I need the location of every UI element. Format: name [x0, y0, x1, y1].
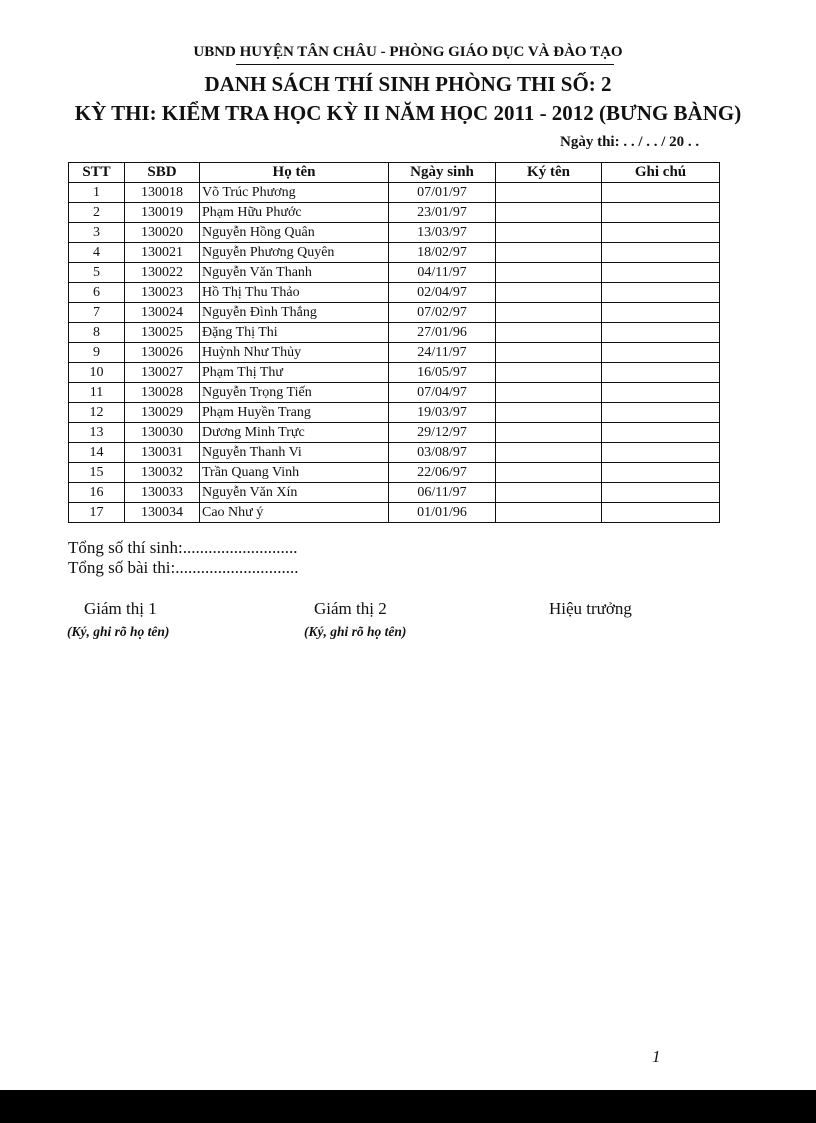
proctor-2-title: Giám thị 2 [314, 599, 387, 618]
cell-birthdate: 22/06/97 [389, 463, 496, 483]
exam-subtitle: KỲ THI: KIỂM TRA HỌC KỲ II NĂM HỌC 2011 - 2012 (BƯNG BÀNG) [74, 101, 742, 125]
cell-stt: 9 [69, 343, 125, 363]
cell-sbd: 130029 [125, 403, 200, 423]
cell-sbd: 130034 [125, 503, 200, 523]
table-header-row [69, 163, 720, 183]
cell-signature [496, 363, 602, 383]
cell-signature [496, 483, 602, 503]
cell-name: Hồ Thị Thu Thảo [200, 283, 389, 303]
cell-stt: 8 [69, 323, 125, 343]
cell-name: Nguyễn Văn Xín [200, 483, 389, 503]
table-row [69, 403, 720, 423]
cell-stt: 10 [69, 363, 125, 383]
cell-sbd: 130027 [125, 363, 200, 383]
table-row [69, 203, 720, 223]
cell-signature [496, 403, 602, 423]
cell-sbd: 130021 [125, 243, 200, 263]
cell-signature [496, 383, 602, 403]
header-underline [236, 64, 614, 65]
cell-name: Nguyễn Trọng Tiến [200, 383, 389, 403]
cell-name: Nguyễn Hồng Quân [200, 223, 389, 243]
cell-birthdate: 23/01/97 [389, 203, 496, 223]
cell-stt: 16 [69, 483, 125, 503]
cell-name: Nguyễn Văn Thanh [200, 263, 389, 283]
table-row [69, 443, 720, 463]
cell-note [602, 303, 720, 323]
proctor-1-note: (Ký, ghi rõ họ tên) [67, 624, 170, 639]
cell-name: Trần Quang Vinh [200, 463, 389, 483]
cell-sbd: 130023 [125, 283, 200, 303]
cell-sbd: 130024 [125, 303, 200, 323]
cell-name: Nguyễn Đình Thắng [200, 303, 389, 323]
cell-signature [496, 343, 602, 363]
col-header-stt: STT [69, 163, 125, 183]
cell-note [602, 463, 720, 483]
cell-note [602, 323, 720, 343]
cell-stt: 2 [69, 203, 125, 223]
exam-date-line: Ngày thi: . . / . . / 20 . . [560, 134, 700, 150]
total-candidates: Tổng số thí sinh:........................... [68, 538, 298, 557]
cell-note [602, 283, 720, 303]
cell-sbd: 130026 [125, 343, 200, 363]
table-row [69, 323, 720, 343]
cell-note [602, 203, 720, 223]
table-row [69, 483, 720, 503]
cell-sbd: 130028 [125, 383, 200, 403]
cell-signature [496, 183, 602, 203]
cell-stt: 4 [69, 243, 125, 263]
cell-birthdate: 27/01/96 [389, 323, 496, 343]
cell-birthdate: 18/02/97 [389, 243, 496, 263]
cell-stt: 17 [69, 503, 125, 523]
cell-birthdate: 04/11/97 [389, 263, 496, 283]
cell-signature [496, 223, 602, 243]
table-row [69, 423, 720, 443]
cell-signature [496, 203, 602, 223]
cell-note [602, 183, 720, 203]
cell-stt: 15 [69, 463, 125, 483]
cell-name: Phạm Thị Thư [200, 363, 389, 383]
cell-stt: 11 [69, 383, 125, 403]
cell-stt: 6 [69, 283, 125, 303]
cell-note [602, 443, 720, 463]
cell-note [602, 503, 720, 523]
cell-name: Huỳnh Như Thủy [200, 343, 389, 363]
table-row [69, 263, 720, 283]
cell-signature [496, 423, 602, 443]
table-row [69, 243, 720, 263]
cell-sbd: 130018 [125, 183, 200, 203]
cell-birthdate: 07/04/97 [389, 383, 496, 403]
cell-stt: 1 [69, 183, 125, 203]
cell-signature [496, 283, 602, 303]
document-title: DANH SÁCH THÍ SINH PHÒNG THI SỐ: 2 [204, 72, 612, 96]
col-header-name: Họ tên [200, 163, 389, 183]
proctor-1-title: Giám thị 1 [84, 599, 157, 618]
cell-note [602, 423, 720, 443]
page-number: 1 [652, 1047, 661, 1066]
cell-note [602, 383, 720, 403]
cell-sbd: 130019 [125, 203, 200, 223]
cell-signature [496, 303, 602, 323]
table-row [69, 183, 720, 203]
cell-note [602, 243, 720, 263]
cell-signature [496, 463, 602, 483]
cell-name: Dương Minh Trực [200, 423, 389, 443]
table-row [69, 503, 720, 523]
table-row [69, 303, 720, 323]
cell-stt: 14 [69, 443, 125, 463]
principal-title: Hiệu trưởng [549, 599, 632, 618]
cell-birthdate: 07/02/97 [389, 303, 496, 323]
cell-birthdate: 06/11/97 [389, 483, 496, 503]
scan-bottom-band [0, 1090, 816, 1123]
cell-birthdate: 03/08/97 [389, 443, 496, 463]
cell-birthdate: 13/03/97 [389, 223, 496, 243]
cell-birthdate: 19/03/97 [389, 403, 496, 423]
agency-header: UBND HUYỆN TÂN CHÂU - PHÒNG GIÁO DỤC VÀ ĐÀO TẠO [193, 44, 623, 60]
cell-note [602, 363, 720, 383]
table-row [69, 363, 720, 383]
cell-stt: 7 [69, 303, 125, 323]
cell-stt: 5 [69, 263, 125, 283]
candidate-table [68, 162, 720, 523]
cell-name: Phạm Hữu Phước [200, 203, 389, 223]
cell-signature [496, 503, 602, 523]
table-row [69, 383, 720, 403]
cell-birthdate: 02/04/97 [389, 283, 496, 303]
table-row [69, 463, 720, 483]
proctor-2-note: (Ký, ghi rõ họ tên) [304, 624, 407, 639]
table-row [69, 343, 720, 363]
col-header-sbd: SBD [125, 163, 200, 183]
table-row [69, 223, 720, 243]
cell-name: Phạm Huyền Trang [200, 403, 389, 423]
total-papers: Tổng số bài thi:............................. [68, 558, 299, 577]
cell-sbd: 130031 [125, 443, 200, 463]
cell-note [602, 223, 720, 243]
cell-birthdate: 07/01/97 [389, 183, 496, 203]
cell-name: Nguyễn Thanh Vi [200, 443, 389, 463]
cell-name: Cao Như ý [200, 503, 389, 523]
cell-stt: 12 [69, 403, 125, 423]
cell-sbd: 130022 [125, 263, 200, 283]
cell-signature [496, 263, 602, 283]
cell-note [602, 343, 720, 363]
cell-sbd: 130025 [125, 323, 200, 343]
cell-signature [496, 243, 602, 263]
cell-name: Võ Trúc Phương [200, 183, 389, 203]
col-header-birthdate: Ngày sinh [389, 163, 496, 183]
cell-signature [496, 443, 602, 463]
cell-birthdate: 16/05/97 [389, 363, 496, 383]
table-body [69, 183, 720, 523]
cell-sbd: 130030 [125, 423, 200, 443]
col-header-signature: Ký tên [496, 163, 602, 183]
cell-name: Nguyễn Phương Quyên [200, 243, 389, 263]
cell-name: Đặng Thị Thi [200, 323, 389, 343]
cell-sbd: 130020 [125, 223, 200, 243]
table-row [69, 283, 720, 303]
cell-note [602, 483, 720, 503]
cell-note [602, 263, 720, 283]
cell-birthdate: 24/11/97 [389, 343, 496, 363]
cell-sbd: 130032 [125, 463, 200, 483]
cell-stt: 13 [69, 423, 125, 443]
cell-note [602, 403, 720, 423]
cell-signature [496, 323, 602, 343]
col-header-note: Ghi chú [602, 163, 720, 183]
cell-birthdate: 01/01/96 [389, 503, 496, 523]
cell-birthdate: 29/12/97 [389, 423, 496, 443]
cell-stt: 3 [69, 223, 125, 243]
cell-sbd: 130033 [125, 483, 200, 503]
